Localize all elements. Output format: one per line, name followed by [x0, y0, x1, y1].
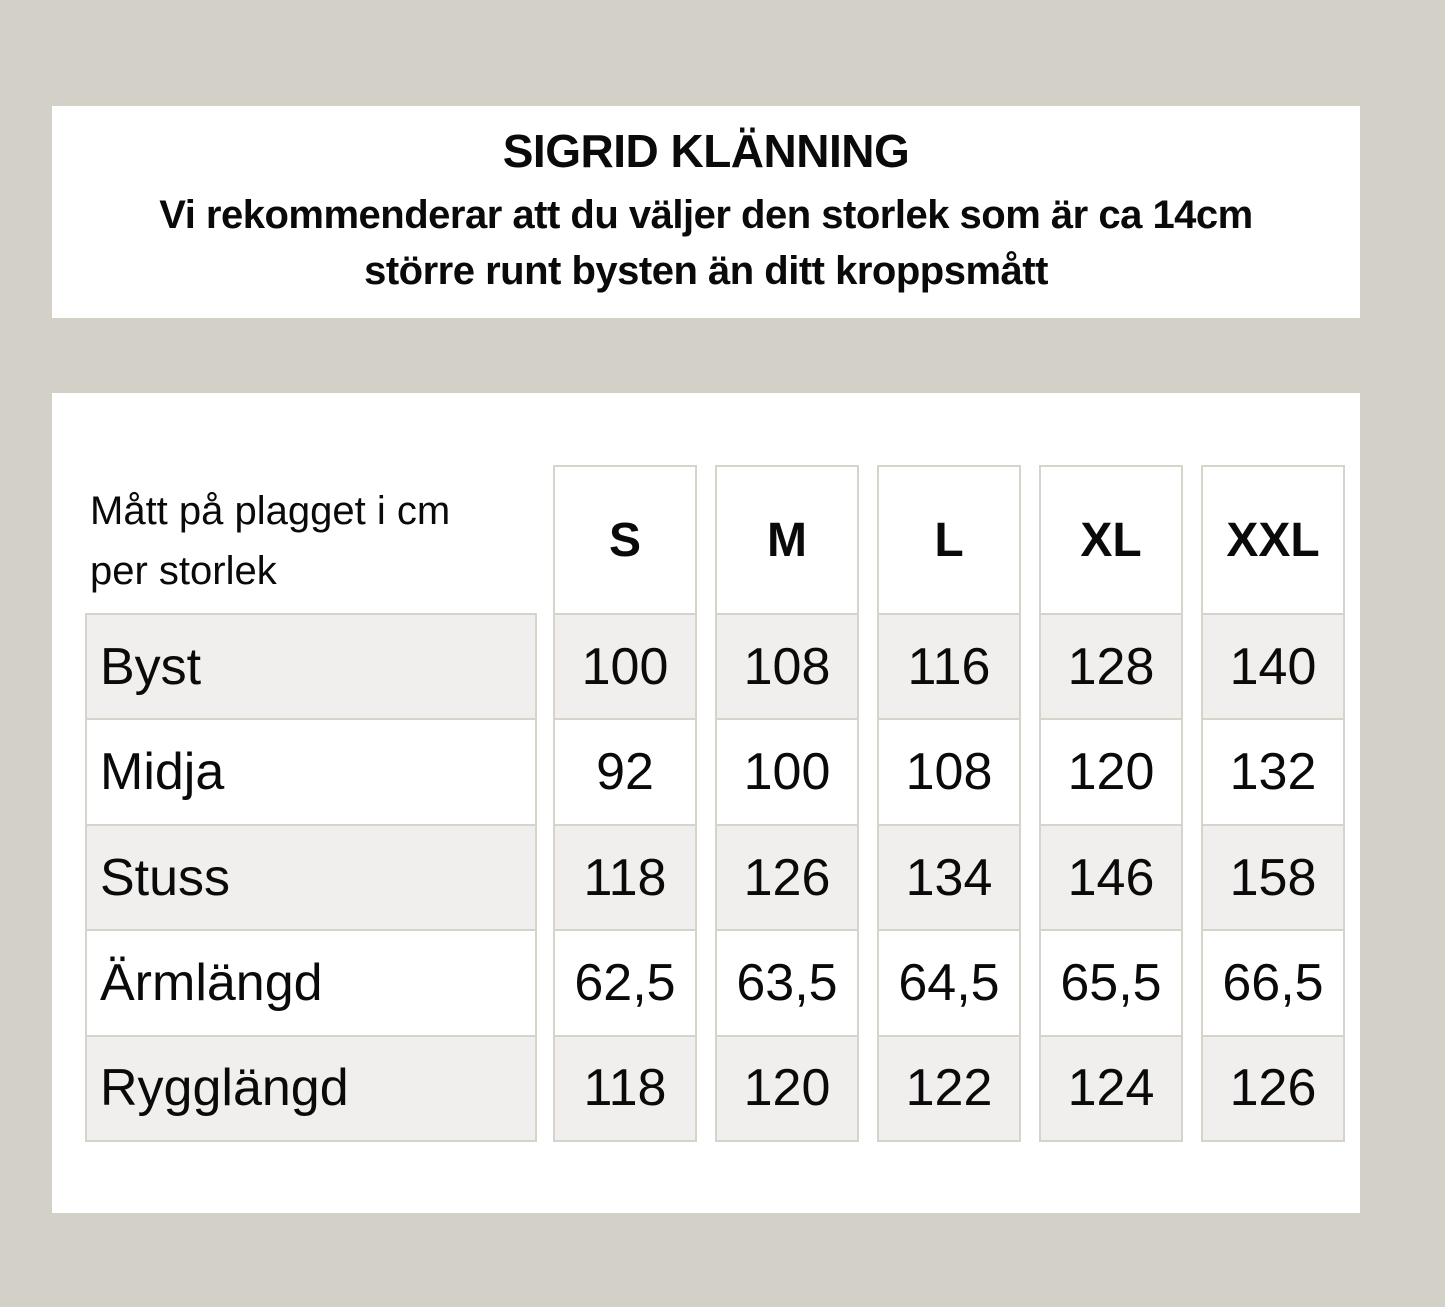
value-cell-stuss-s: 118	[555, 824, 695, 929]
measurements-caption	[90, 481, 450, 601]
size-recommendation-line-1: Vi rekommenderar att du väljer den storlek som är ca 14cm	[159, 193, 1253, 237]
size-header-xxl: XXL	[1203, 467, 1343, 613]
size-header-xl: XL	[1041, 467, 1181, 613]
size-column-s	[553, 465, 697, 1142]
value-cell-midja-s: 92	[555, 718, 695, 823]
value-cell-midja-l: 108	[879, 718, 1019, 823]
measurements-caption-line-2: per storlek	[90, 549, 277, 593]
size-column-l	[877, 465, 1021, 1142]
header-card	[52, 106, 1360, 318]
value-cell-midja-xxl: 132	[1203, 718, 1343, 823]
row-label-byst: Byst	[87, 615, 535, 718]
value-cell-armlangd-s: 62,5	[555, 929, 695, 1034]
measurement-labels-column	[85, 613, 537, 1142]
value-cell-byst-m: 108	[717, 613, 857, 718]
size-column-m	[715, 465, 859, 1142]
value-cell-byst-s: 100	[555, 613, 695, 718]
value-cell-midja-m: 100	[717, 718, 857, 823]
value-cell-stuss-l: 134	[879, 824, 1019, 929]
value-cell-armlangd-xl: 65,5	[1041, 929, 1181, 1034]
value-cell-stuss-xl: 146	[1041, 824, 1181, 929]
row-label-armlangd: Ärmlängd	[87, 929, 535, 1034]
size-recommendation-line-2: större runt bysten än ditt kroppsmått	[364, 249, 1048, 293]
value-cell-rygglangd-xl: 124	[1041, 1035, 1181, 1140]
size-header-s: S	[555, 467, 695, 613]
row-label-midja: Midja	[87, 718, 535, 823]
size-chart-card	[52, 393, 1360, 1213]
row-label-rygglangd: Rygglängd	[87, 1035, 535, 1140]
product-title: SIGRID KLÄNNING	[502, 125, 910, 177]
row-label-stuss: Stuss	[87, 824, 535, 929]
value-cell-armlangd-xxl: 66,5	[1203, 929, 1343, 1034]
value-cell-midja-xl: 120	[1041, 718, 1181, 823]
measurements-caption-line-1: Mått på plagget i cm	[90, 489, 451, 533]
size-column-xl	[1039, 465, 1183, 1142]
value-cell-byst-xxl: 140	[1203, 613, 1343, 718]
value-cell-rygglangd-l: 122	[879, 1035, 1019, 1140]
value-cell-rygglangd-s: 118	[555, 1035, 695, 1140]
value-cell-stuss-m: 126	[717, 824, 857, 929]
value-cell-stuss-xxl: 158	[1203, 824, 1343, 929]
value-cell-byst-l: 116	[879, 613, 1019, 718]
value-cell-armlangd-l: 64,5	[879, 929, 1019, 1034]
value-cell-armlangd-m: 63,5	[717, 929, 857, 1034]
value-cell-rygglangd-xxl: 126	[1203, 1035, 1343, 1140]
value-cell-byst-xl: 128	[1041, 613, 1181, 718]
size-header-m: M	[717, 467, 857, 613]
value-cell-rygglangd-m: 120	[717, 1035, 857, 1140]
size-column-xxl	[1201, 465, 1345, 1142]
size-header-l: L	[879, 467, 1019, 613]
